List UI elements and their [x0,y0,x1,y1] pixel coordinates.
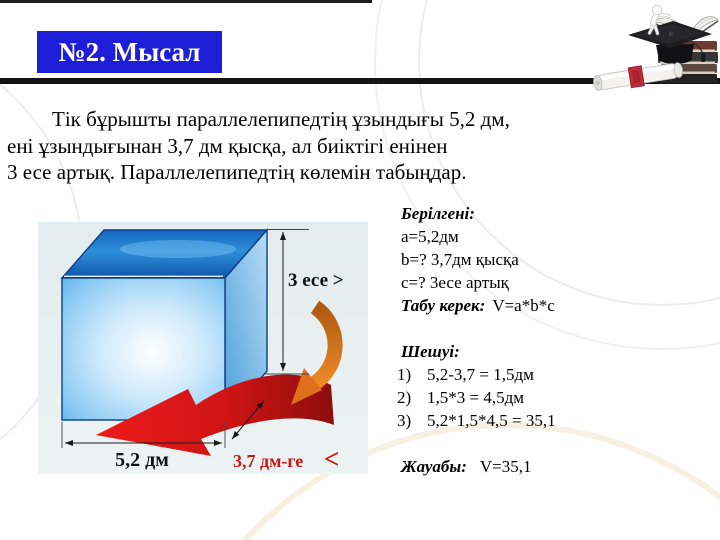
solution-step [397,409,717,432]
problem-line: Тік бұрышты параллелепипедтің ұзындығы 5,2 дм, [52,107,510,131]
step-number: 3) [397,411,412,430]
find-label: Табу керек: [401,296,486,315]
slide-title-box [37,31,222,73]
given-label: Берілгені: [401,204,475,223]
problem-text [7,106,510,186]
problem-line: 3 есе артық. Параллелепипедтің көлемін табыңдар. [7,160,467,184]
step-expression: 1,5*3 = 4,5дм [427,388,524,407]
cube-front-face [62,278,225,420]
given-item-b: b=? 3,7дм қысқа [401,250,519,269]
solution-step [397,363,717,386]
step-expression: 5,2-3,7 = 1,5дм [427,365,534,384]
diploma-scroll-icon [592,60,684,94]
width-label: 5,2 дм [115,449,169,471]
graduation-illustration [560,0,720,95]
step-number: 2) [397,388,412,407]
answer-label: Жауабы: [401,457,467,476]
step-expression: 5,2*1,5*4,5 = 35,1 [427,411,556,430]
parallelepiped-diagram [38,222,368,474]
depth-less-symbol: < [324,444,340,474]
given-item-a: a=5,2дм [401,227,459,246]
spacer [397,432,717,455]
height-ratio-label: 3 есе > [288,270,344,291]
step-number: 1) [397,365,412,384]
depth-label: 3,7 дм-ге [233,451,304,471]
steps-label: Шешуі: [401,342,460,361]
spacer [397,317,717,340]
slide-title: №2. Мысал [58,36,201,67]
given-item-c: c=? 3есе артық [401,273,509,292]
find-formula: V=a*b*c [492,296,555,315]
solution-step [397,386,717,409]
solution-panel [397,202,717,478]
top-accent-line [0,0,372,3]
problem-line: ені ұзындығынан 3,7 дм қысқа, ал биіктігі енінен [7,133,448,158]
answer-value: V=35,1 [479,457,532,476]
